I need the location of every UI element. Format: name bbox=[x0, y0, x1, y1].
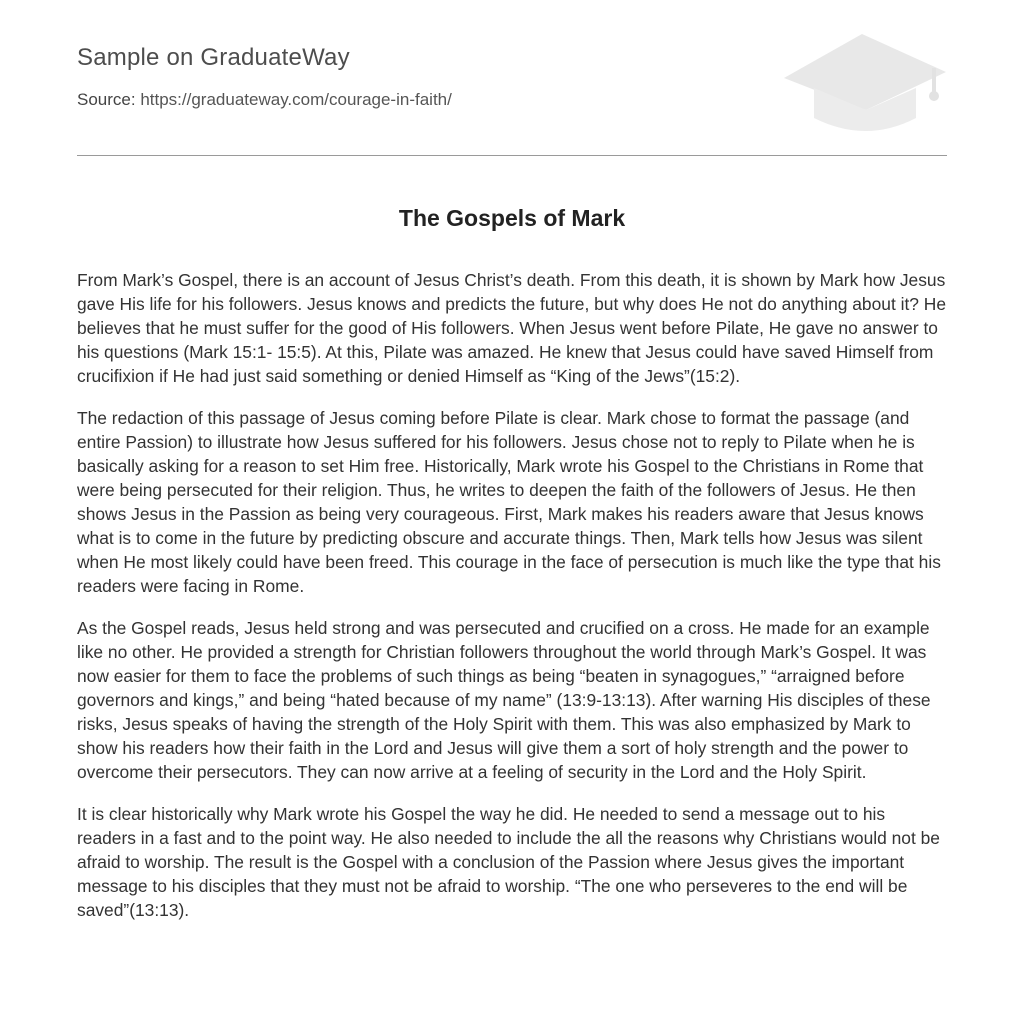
paragraph: As the Gospel reads, Jesus held strong and was persecuted and crucified on a cross. He made for an example like no other. He provided a strength for Christian followers throughout the world through Mark’s Gospel. It was now easier for them to face the problems of such things as being “beaten in synagogues,” “arraigned before governors and kings,” and being “hated because of my name” (13:9-13:13). After warning His disciples of these risks, Jesus speaks of having the strength of the Holy Spirit with them. This was also emphasized by Mark to show his readers how their faith in the Lord and Jesus will give them a sort of holy strength and the power to overcome their persecutors. They can now arrive at a feeling of security in the Lord and the Holy Spirit. bbox=[77, 618, 931, 782]
document-body bbox=[77, 268, 947, 940]
source-line bbox=[77, 90, 452, 110]
page-header bbox=[77, 0, 947, 156]
document-title: The Gospels of Mark bbox=[398, 205, 626, 231]
graduation-cap-icon bbox=[782, 30, 948, 134]
paragraph: It is clear historically why Mark wrote his Gospel the way he did. He needed to send a message out to his readers in a fast and to the point way. He also needed to include the all the reasons why Christians would not be afraid to worship. The result is the Gospel with a conclusion of the Passion where Jesus gives the important message to his disciples that they must not be afraid to worship. “The one who perseveres to the end will be saved”(13:13). bbox=[77, 804, 940, 920]
source-label: Source: bbox=[77, 90, 136, 109]
site-title: Sample on GraduateWay bbox=[77, 44, 350, 71]
paragraph: The redaction of this passage of Jesus coming before Pilate is clear. Mark chose to format the passage (and entire Passion) to illustrate how Jesus suffered for his followers. Jesus chose not to reply to Pilate when he is basically asking for a reason to set Him free. Historically, Mark wrote his Gospel to the Christians in Rome that were being persecuted for their religion. Thus, he writes to deepen the faith of the followers of Jesus. He then shows Jesus in the Passion as being very courageous. First, Mark makes his readers aware that Jesus knows what is to come in the future by predicting obscure and accurate things. Then, Mark tells how Jesus was silent when He most likely could have been freed. This courage in the face of persecution is much like the type that his readers were facing in Rome. bbox=[77, 408, 941, 596]
source-link[interactable]: https://graduateway.com/courage-in-faith/ bbox=[140, 90, 452, 109]
header-divider bbox=[77, 155, 947, 156]
paragraph: From Mark’s Gospel, there is an account of Jesus Christ’s death. From this death, it is shown by Mark how Jesus gave His life for his followers. Jesus knows and predicts the future, but why does He not do anything about it? He believes that he must suffer for the good of His followers. When Jesus went before Pilate, He gave no answer to his questions (Mark 15:1- 15:5). At this, Pilate was amazed. He knew that Jesus could have saved Himself from crucifixion if He had just said something or denied Himself as “King of the Jews”(15:2). bbox=[77, 270, 947, 386]
